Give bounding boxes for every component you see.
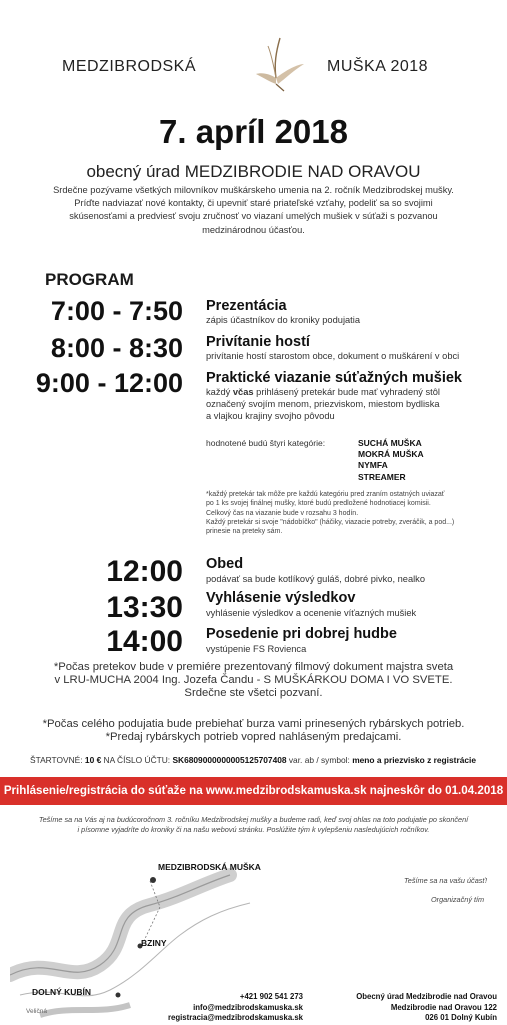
category-item: MOKRÁ MUŠKA <box>358 449 424 460</box>
film-note-line: v LRU-MUCHA 2004 Ing. Jozefa Čandu - S MUŠKÁRKOU DOMA I VO SVETE. <box>54 674 453 686</box>
program-title: Privítanie hostí <box>206 334 310 350</box>
program-title: Prezentácia <box>206 298 287 314</box>
program-desc: a vlajkou krajiny svojho pôvodu <box>206 411 335 421</box>
fee-symbol-value: meno a priezvisko z registrácie <box>352 755 477 765</box>
film-note <box>0 661 507 700</box>
program-desc <box>206 387 440 399</box>
category-item: SUCHÁ MUŠKA <box>358 438 422 448</box>
contact-email-registration[interactable]: registracia@medzibrodskamuska.sk <box>167 1013 303 1022</box>
rules-note-line: Celkový čas na viazanie bude v rozsahu 3 hodín. <box>206 509 359 517</box>
categories-label: hodnotené budú štyri kategórie: <box>206 438 326 448</box>
film-note-line: *Počas pretekov bude v premiére prezentovaný filmový dokument majstra sveta <box>53 661 454 673</box>
intro-line: skúsenosťami a predviesť svoju zručnosť vo viazaní umelých mušiek v súťaži s pozvanou <box>69 211 438 222</box>
program-time: 7:00 - 7:50 <box>50 296 183 326</box>
contacts <box>165 992 303 1024</box>
program-desc: označený svojím menom, priezviskom, miestom bydliska <box>206 399 440 409</box>
fee-line <box>30 755 490 765</box>
desc-emphasis: včas <box>232 387 254 397</box>
contact-email-info[interactable]: info@medzibrodskamuska.sk <box>193 1002 303 1012</box>
map-label-medzibrodska: MEDZIBRODSKÁ MUŠKA <box>158 862 261 872</box>
program-time: 9:00 - 12:00 <box>35 368 183 398</box>
categories-list <box>358 438 424 483</box>
fee-mid: NA ČÍSLO ÚČTU: <box>101 755 173 765</box>
address-line: 026 01 Dolný Kubín <box>425 1013 497 1022</box>
event-place: obecný úrad MEDZIBRODIE NAD ORAVOU <box>86 162 421 181</box>
header-right-word: MUŠKA 2018 <box>327 58 429 75</box>
thanks-line: i písomne vyjadríte do kroniky či na našu webovú stránku. Poslúžite tým k vylepšeniu nasledujúcich ročníkov. <box>77 824 430 834</box>
market-note-line: *Predaj rybárskych potrieb vopred nahláseným predajcami. <box>105 731 402 743</box>
film-note-line: Srdečne ste všetci pozvaní. <box>184 687 323 699</box>
intro-line: Srdečne pozývame všetkých milovníkov muškárskeho umenia na 2. ročník Medzibrodskej mušky. <box>53 185 454 195</box>
program-title: Posedenie pri dobrej hudbe <box>206 626 397 642</box>
program-time: 8:00 - 8:30 <box>50 333 183 363</box>
fee-label: ŠTARTOVNÉ: <box>30 755 85 765</box>
thanks-note <box>20 815 487 834</box>
program-title: Praktické viazanie súťažných mušiek <box>206 370 462 386</box>
map-label-dolny-kubin: DOLNÝ KUBÍN <box>32 987 92 997</box>
intro-text <box>28 184 479 237</box>
contact-phone[interactable]: +421 902 541 273 <box>239 992 303 1001</box>
program-heading: PROGRAM <box>45 270 134 289</box>
fee-amount: 10 € <box>84 755 102 765</box>
category-item: NYMFA <box>358 460 388 471</box>
category-item: STREAMER <box>358 471 406 482</box>
registration-link[interactable]: Prihlásenie/registrácia do súťaže na www.medzibrodskamuska.sk najneskôr do 01.04.2018 <box>3 784 504 797</box>
rules-note-line: prinesie na preteky sám. <box>206 528 283 536</box>
map-label-velicna: Veličná <box>26 1008 47 1015</box>
intro-line: medzinárodnou účasťou. <box>202 224 305 235</box>
address <box>320 992 497 1024</box>
program-title: Vyhlásenie výsledkov <box>206 590 356 606</box>
rules-note <box>206 490 496 536</box>
rules-note-line: Každý pretekár si svoje "nádobíčko" (háčiky, viazacie potreby, zveráčik, a pod...) <box>206 518 455 526</box>
address-line: Obecný úrad Medzibrodie nad Oravou <box>356 992 497 1001</box>
desc-part: každý <box>206 387 233 397</box>
program-title: Obed <box>206 556 244 572</box>
desc-part: prihlásený pretekár bude mať vyhradený stôl <box>253 387 440 397</box>
event-date: 7. apríl 2018 <box>159 113 348 150</box>
market-note-line: *Počas celého podujatia bude prebiehať burza vami prinesených rybárskych potrieb. <box>42 718 465 730</box>
side-welcome: Tešíme sa na vašu účasť! <box>404 876 488 885</box>
program-time: 12:00 <box>106 555 183 588</box>
address-line: Medzibrodie nad Oravou 122 <box>390 1002 497 1012</box>
intro-line: Príďte nadviazať nové kontakty, či upevniť staré priateľské vzťahy, podeliť sa so svojimi <box>74 198 433 209</box>
header-left-word: MEDZIBRODSKÁ <box>62 58 197 75</box>
program-time: 13:30 <box>106 591 183 624</box>
rules-note-line: *každý pretekár tak môže pre každú kategóriu pred zraním ostatných uviazať <box>206 491 445 498</box>
rules-note-line: po 1 ks svojej finálnej mušky, ktoré budú predložené hodnotiacej komisii. <box>206 500 431 508</box>
program-time: 14:00 <box>106 625 183 658</box>
fee-account: SK6809000000005125707408 <box>172 755 287 765</box>
thanks-line: Tešíme sa na Vás aj na budúcoročnom 3. ročníku Medzibrodskej mušky a budeme radi, keď svoj ohlas na toto podujatie po skončení <box>38 815 469 824</box>
program-desc: vyhlásenie výsledkov a ocenenie víťazných mušiek <box>206 608 417 618</box>
side-team: Organizačný tím <box>431 895 485 904</box>
program-desc: podávať sa bude kotlíkový guláš, dobré pivko, nealko <box>206 574 426 584</box>
program-desc: privítanie hostí starostom obce, dokument o muškárení v obci <box>206 351 460 361</box>
fly-logo-icon <box>250 34 306 92</box>
program-desc: zápis účastníkov do kroniky podujatia <box>206 315 361 325</box>
market-note <box>0 718 507 744</box>
map-label-bziny: BZINY <box>141 938 167 948</box>
program-desc: vystúpenie FS Rovienca <box>206 644 307 654</box>
fee-symbol-label: var. ab / symbol: <box>286 755 353 765</box>
